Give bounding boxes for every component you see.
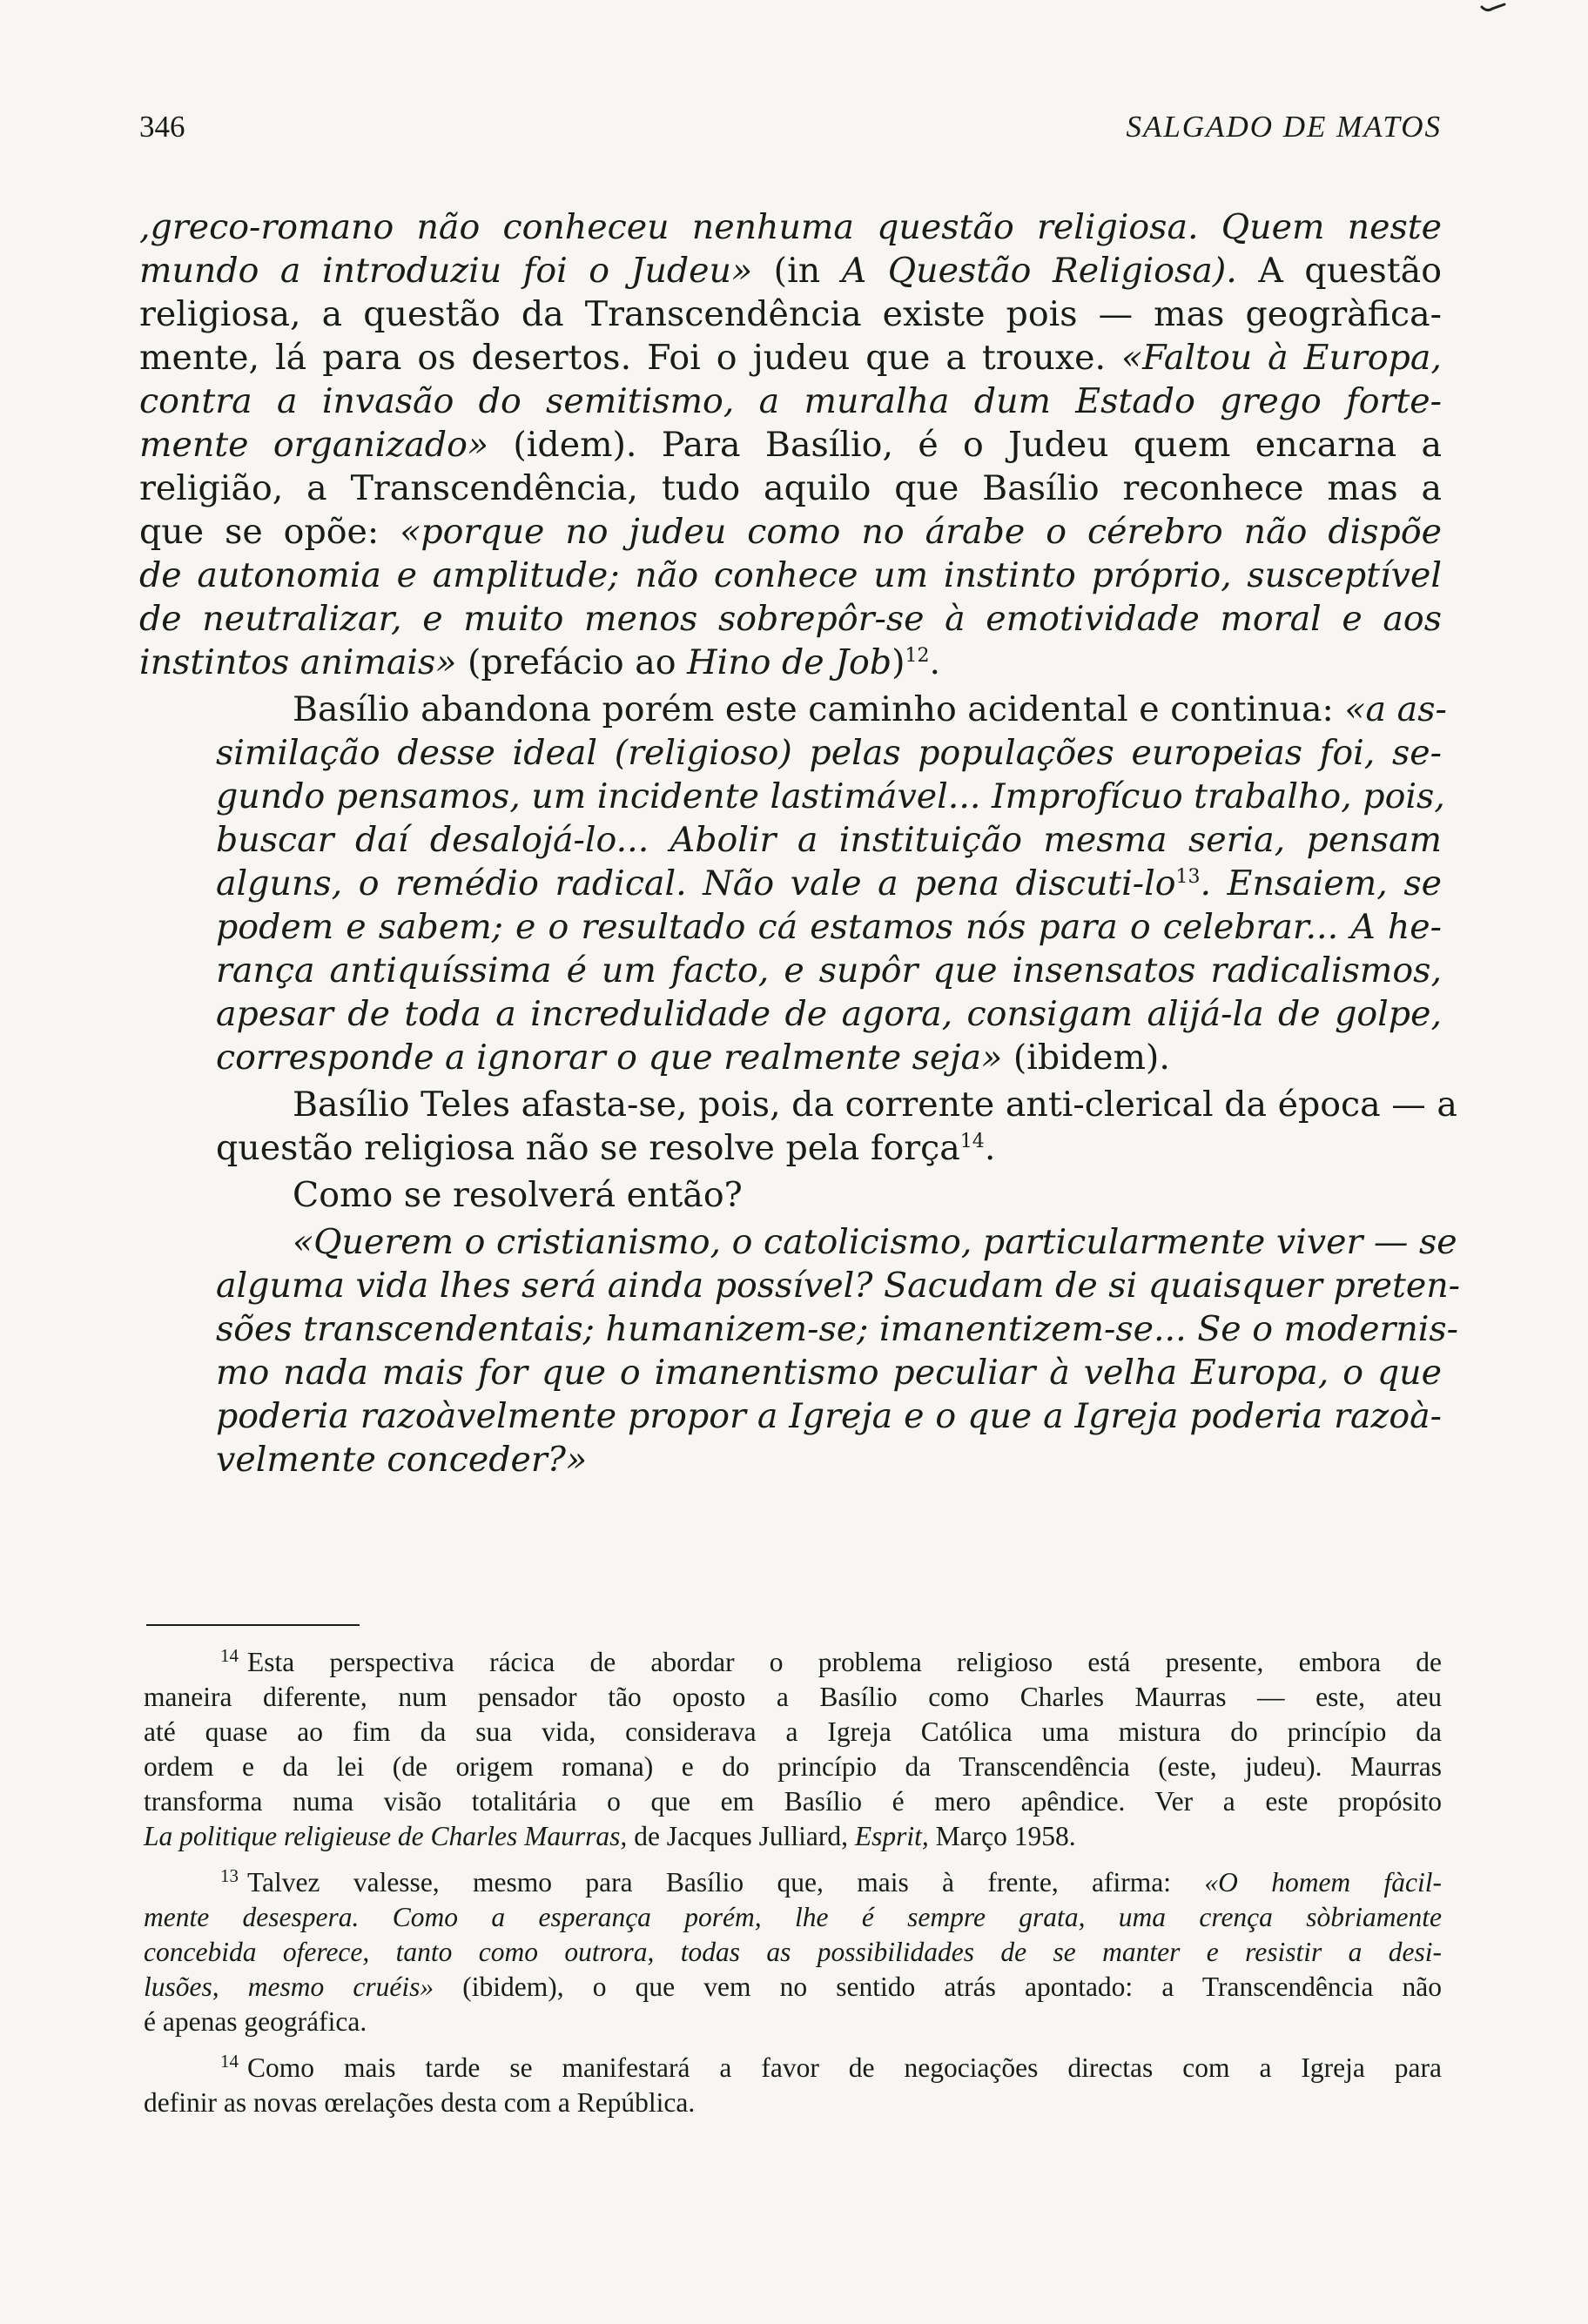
text-run: ) (892, 642, 905, 682)
text-run: mo nada mais for que o imanentismo peculiar à velha Europa, o que (216, 1353, 1442, 1393)
text-line (139, 1173, 1442, 1217)
text-run: mente organizado» (139, 425, 489, 465)
text-run: contra a invasão do semitismo, a muralha dum Estado grego forte- (139, 381, 1442, 421)
text-line (139, 862, 1442, 905)
footnote-line (144, 1865, 1442, 1900)
footnote-reference: 12 (905, 644, 930, 667)
text-run: Como mais tarde se manifestará a favor de negociações directas com a Igreja para (247, 2052, 1442, 2083)
footnote-line (144, 1819, 1442, 1854)
footnote-divider (146, 1624, 360, 1626)
footnote-line (144, 1680, 1442, 1715)
text-line (139, 949, 1442, 992)
text-line (139, 336, 1442, 379)
text-line (139, 1220, 1457, 1264)
text-run: similação desse ideal (religioso) pelas populações europeias foi, se- (216, 733, 1442, 773)
footnote (144, 1645, 1442, 1854)
text-line (139, 554, 1442, 597)
text-line (139, 688, 1447, 731)
text-run: ,greco-romano não conheceu nenhuma questão religiosa. Quem neste (139, 207, 1442, 247)
footnote-number: 14 (220, 2050, 239, 2072)
text-run: é apenas geográfica. (144, 2006, 367, 2037)
text-run: «a as- (1344, 689, 1447, 729)
text-run: que se opõe: (139, 512, 400, 552)
text-line (139, 641, 1442, 684)
text-run: «O homem fàcil- (1204, 1867, 1443, 1897)
text-run: podem e sabem; e o resultado cá estamos nós para o celebrar... A he- (216, 907, 1442, 947)
text-run: «porque no judeu como no árabe o cérebro não dispõe (400, 512, 1442, 552)
text-line (139, 1438, 1442, 1481)
pencil-mark-icon (1480, 2, 1508, 14)
text-run: . Ensaiem, se (1200, 863, 1442, 903)
text-line (139, 379, 1442, 423)
text-run: (ibidem). (1002, 1038, 1170, 1078)
text-run: Talvez valesse, mesmo para Basílio que, mais à frente, afirma: (247, 1867, 1205, 1897)
text-run: (ibidem), o que vem no sentido atrás apontado: a Transcendência não (434, 1971, 1442, 2002)
text-run: apesar de toda a incredulidade de agora, consigam alijá-la de golpe, (216, 994, 1442, 1034)
text-line (139, 1083, 1457, 1126)
text-line (139, 1036, 1442, 1079)
text-line (139, 818, 1442, 862)
text-line (139, 731, 1442, 775)
footnote-line (144, 1784, 1442, 1819)
text-line (139, 597, 1442, 641)
text-run: (in (752, 251, 842, 291)
text-line (139, 905, 1442, 949)
text-line (139, 423, 1442, 467)
text-run: transforma numa visão totalitária o que em Basílio é mero apêndice. Ver a este propósito (144, 1786, 1442, 1817)
footnote-line (144, 1715, 1442, 1750)
text-run: velmente conceder?» (216, 1440, 588, 1480)
paragraph (139, 205, 1442, 684)
body-text (139, 205, 1461, 1481)
text-line (139, 205, 1442, 249)
text-run: lusões, mesmo cruéis» (144, 1971, 434, 2002)
paragraph (139, 1220, 1461, 1481)
running-head: SALGADO DE MATOS (1126, 110, 1442, 144)
text-run: de autonomia e amplitude; não conhece um instinto próprio, susceptível (139, 555, 1442, 595)
text-run: alguns, o remédio radical. Não vale a pena discuti-lo (216, 863, 1176, 903)
text-line (139, 467, 1442, 510)
text-run: La politique religieuse de Charles Maurras, (144, 1821, 628, 1851)
text-line (139, 992, 1442, 1036)
text-run: corresponde a ignorar o que realmente seja» (216, 1038, 1003, 1078)
text-line (139, 1351, 1442, 1394)
text-line (139, 1264, 1461, 1307)
text-run: rança antiquíssima é um facto, e supôr que insensatos radicalismos, (216, 950, 1442, 991)
text-run: mente, lá para os desertos. Foi o judeu que a trouxe. (139, 338, 1121, 378)
text-run: Como se resolverá então? (293, 1175, 743, 1215)
footnote-line (144, 1750, 1442, 1784)
text-line (139, 249, 1442, 292)
page-header (139, 110, 1442, 148)
text-run: mente desespera. Como a esperança porém, lhe é sempre grata, uma crença sòbriamente (144, 1902, 1442, 1932)
text-run: religiosa, a questão da Transcendência existe pois — mas geogràfica- (139, 294, 1442, 334)
footnote-line (144, 2005, 1442, 2039)
text-run: concebida oferece, tanto como outrora, todas as possibilidades de se manter e resistir a desi- (144, 1937, 1442, 1967)
text-run: instintos animais» (139, 642, 457, 682)
footnote-reference: 14 (959, 1130, 985, 1152)
text-run: . (929, 642, 941, 682)
text-run: «Querem o cristianismo, o catolicismo, particularmente viver — se (293, 1222, 1457, 1262)
text-run: de Jacques Julliard, (627, 1821, 855, 1851)
footnote-reference: 13 (1175, 865, 1201, 888)
text-run: mundo a introduziu foi o Judeu» (139, 251, 753, 291)
text-line (139, 1126, 1442, 1170)
text-run: definir as novas œrelações desta com a República. (144, 2087, 696, 2118)
text-run: Março 1958. (928, 1821, 1076, 1851)
text-run: até quase ao fim da sua vida, considerava a Igreja Católica uma mistura do princípio da (144, 1716, 1442, 1747)
paragraph (139, 1173, 1442, 1217)
text-run: alguma vida lhes será ainda possível? Sacudam de si quaisquer preten- (216, 1266, 1461, 1306)
text-line (139, 1307, 1459, 1351)
footnote (144, 2051, 1442, 2120)
text-run: questão religiosa não se resolve pela força (216, 1128, 960, 1168)
text-run: poderia razoàvelmente propor a Igreja e o que a Igreja poderia razoà- (216, 1396, 1442, 1436)
footnote-line (144, 2051, 1442, 2086)
page-number: 346 (139, 110, 185, 144)
text-run: Esta perspectiva rácica de abordar o problema religioso está presente, embora de (247, 1647, 1442, 1677)
footnote (144, 1865, 1442, 2039)
text-run: Basílio abandona porém este caminho acidental e continua: (293, 689, 1345, 729)
text-line (139, 775, 1445, 818)
footnote-number: 14 (220, 1644, 239, 1666)
paragraph (139, 688, 1447, 1079)
text-run: Basílio Teles afasta-se, pois, da corrente anti-clerical da época — a (293, 1085, 1457, 1125)
paragraph (139, 1083, 1457, 1170)
text-line (139, 292, 1442, 336)
text-run: (prefácio ao (456, 642, 688, 682)
footnote-line (144, 1645, 1442, 1680)
text-run: Hino de Job (687, 642, 892, 682)
text-run: A questão (1236, 251, 1442, 291)
footnote-line (144, 1900, 1442, 1935)
text-run: gundo pensamos, um incidente lastimável... Improfícuo trabalho, pois, (216, 776, 1445, 816)
text-run: A Questão Religiosa). (841, 251, 1237, 291)
text-run: de neutralizar, e muito menos sobrepôr-se à emotividade moral e aos (139, 599, 1442, 639)
text-run: (idem). Para Basílio, é o Judeu quem encarna a (488, 425, 1443, 465)
footnotes (144, 1645, 1442, 2132)
text-run: maneira diferente, num pensador tão oposto a Basílio como Charles Maurras — este, ateu (144, 1682, 1442, 1712)
text-run: ordem e da lei (de origem romana) e do princípio da Transcendência (este, judeu). Maurras (144, 1751, 1442, 1782)
text-line (139, 1394, 1442, 1438)
text-run: Esprit, (854, 1821, 929, 1851)
text-run: sões transcendentais; humanizem-se; imanentizem-se... Se o modernis- (216, 1309, 1459, 1349)
footnote-line (144, 2086, 1442, 2120)
footnote-line (144, 1935, 1442, 1970)
footnote-number: 13 (220, 1864, 239, 1886)
text-run: religião, a Transcendência, tudo aquilo que Basílio reconhece mas a (139, 468, 1442, 508)
text-run: . (984, 1128, 996, 1168)
text-run: buscar daí desalojá-lo... Abolir a instituição mesma seria, pensam (216, 820, 1442, 860)
text-run: «Faltou à Europa, (1121, 338, 1442, 378)
footnote-line (144, 1970, 1442, 2005)
text-line (139, 510, 1442, 554)
